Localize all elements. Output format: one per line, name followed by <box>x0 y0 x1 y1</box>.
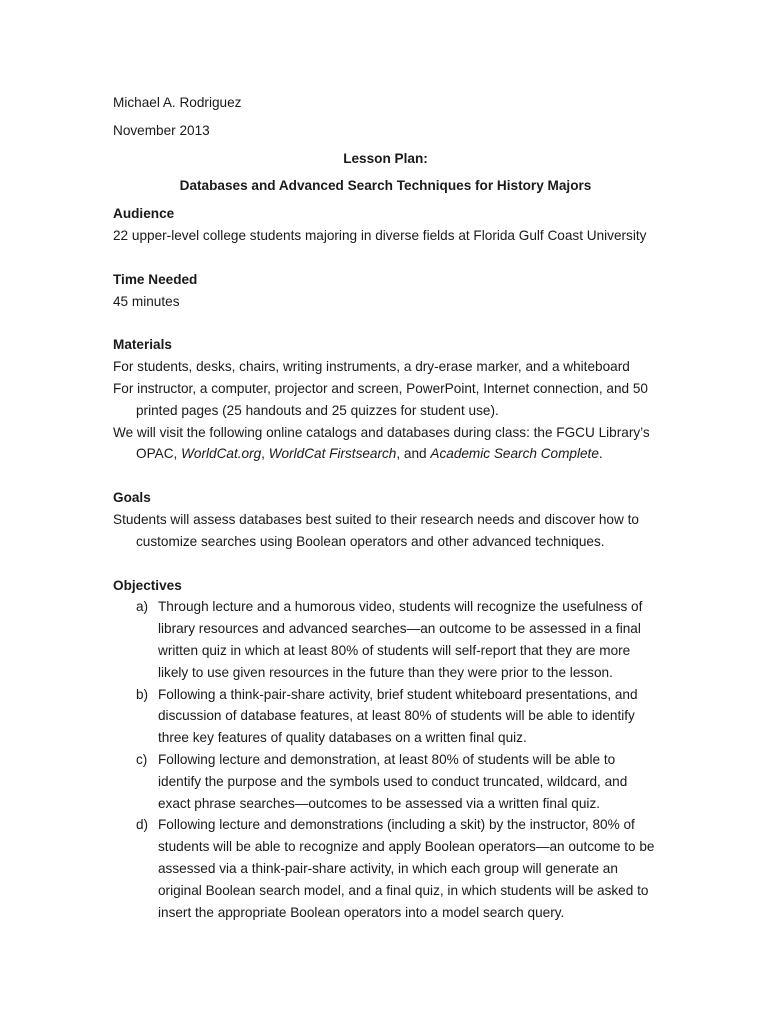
title-line-1: Lesson Plan: <box>343 150 428 166</box>
materials-heading: Materials <box>113 337 172 353</box>
objective-text: Following lecture and demonstrations (including a skit) by the instructor, 80% of students will be able to recognize and apply Boolean operators—an outcome to be assessed via a think-pair-share activity, in which each group will generate an original Boolean search model, and a final quiz, in which students will be asked to insert the appropriate Boolean operators into a model search query. <box>158 817 655 920</box>
objective-item <box>113 684 658 749</box>
databases-intro: We will visit the following online catalogs and databases during class: the FGCU Library’s OPAC, <box>113 424 650 462</box>
objective-marker: a) <box>136 599 149 615</box>
objective-text: Following lecture and demonstration, at least 80% of students will be able to identify the purpose and the symbols used to conduct truncated, wildcard, and exact phrase searches—outcomes to be assessed via a written final quiz. <box>158 751 628 811</box>
objective-marker: b) <box>136 686 149 702</box>
materials-instructor: For instructor, a computer, projector and screen, PowerPoint, Internet connection, and 50 printed pages (25 handouts and 25 quizzes for student use). <box>113 380 648 418</box>
goals-text: Students will assess databases best suited to their research needs and discover how to customize searches using Boolean operators and other advanced techniques. <box>113 511 639 549</box>
databases-separator-1: , <box>261 446 269 462</box>
document-date: November 2013 <box>113 122 210 138</box>
audience-text: 22 upper-level college students majoring in diverse fields at Florida Gulf Coast University <box>113 227 647 243</box>
database-worldcat-org: WorldCat.org <box>181 446 262 462</box>
objectives-list <box>113 596 658 923</box>
database-worldcat-firstsearch: WorldCat Firstsearch <box>268 446 397 462</box>
materials-students: For students, desks, chairs, writing instruments, a dry-erase marker, and a whiteboard <box>113 359 630 375</box>
title-line-2: Databases and Advanced Search Techniques for History Majors <box>179 178 592 194</box>
objectives-heading: Objectives <box>113 577 182 593</box>
audience-heading: Audience <box>113 206 175 222</box>
document-page <box>113 92 658 923</box>
author-name: Michael A. Rodriguez <box>113 95 242 110</box>
objective-marker: d) <box>136 817 149 833</box>
objective-item <box>113 749 658 814</box>
time-needed-heading: Time Needed <box>113 271 198 287</box>
materials-databases <box>113 422 658 466</box>
databases-end: . <box>598 446 603 462</box>
objective-text: Following a think-pair-share activity, brief student whiteboard presentations, and discussion of database features, at least 80% of students will be able to identify three key features of quality databases on a written final quiz. <box>158 686 638 746</box>
goals-heading: Goals <box>113 490 151 506</box>
objective-item <box>113 596 658 683</box>
objective-item <box>113 814 658 923</box>
objective-text: Through lecture and a humorous video, students will recognize the usefulness of library resources and advanced searches—an outcome to be assessed in a final written quiz in which at least 80% of students will self-report that they are more likely to use given resources in the future than they were prior to the lesson. <box>158 599 643 680</box>
databases-separator-2: , and <box>396 446 431 462</box>
time-needed-text: 45 minutes <box>113 293 180 309</box>
objective-marker: c) <box>136 751 148 767</box>
database-academic-search-complete: Academic Search Complete <box>430 446 599 462</box>
